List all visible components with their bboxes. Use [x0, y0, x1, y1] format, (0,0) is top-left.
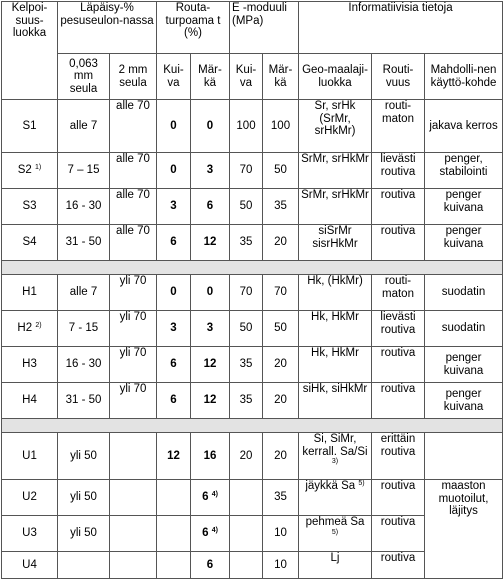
geo-class [299, 433, 372, 480]
use-target [425, 347, 503, 383]
frost-dry [157, 153, 191, 189]
cell-text: Sr, srHk (SrMr, srHkMr) [314, 100, 356, 137]
passing-2mm [110, 552, 157, 579]
cell-text: 0,063 mm seula [69, 57, 98, 95]
cell-text: yli 70 [119, 383, 147, 395]
frost-dry [157, 552, 191, 579]
frost-wet [191, 480, 230, 516]
cell-text: S2 [17, 164, 32, 177]
cell-text: yli 50 [70, 491, 97, 504]
cell-text: routi-maton [382, 275, 414, 300]
cell-text: S4 [22, 236, 37, 249]
cell-text: 70 [274, 286, 287, 299]
cell-text: Hk, HkMr [311, 311, 359, 323]
subheader-use [425, 54, 503, 100]
header-frost-heave [157, 2, 230, 54]
use-target [425, 189, 503, 225]
cell-text: 6 [170, 236, 177, 249]
frost-wet [191, 552, 230, 579]
passing-0063 [58, 275, 110, 311]
cell-text: maaston muotoilut, läjitys [438, 480, 489, 517]
e-dry [230, 347, 263, 383]
cell-text: 16 - 30 [65, 200, 102, 213]
cell-text: 35 [274, 200, 287, 213]
e-wet [263, 225, 299, 261]
footnote-marker: 1) [35, 164, 42, 172]
geo-class [299, 480, 372, 516]
header-passing [58, 2, 157, 54]
cell-text: 35 [239, 236, 253, 249]
class-cell [2, 516, 58, 552]
frost-wet [191, 153, 230, 189]
use-target [425, 275, 503, 311]
frostiness [372, 552, 425, 579]
class-cell [2, 189, 58, 225]
frost-wet [191, 433, 230, 480]
subheader-frost_dry [157, 54, 191, 100]
e-dry [230, 100, 263, 153]
cell-text: 50 [274, 164, 287, 177]
table-row [2, 153, 503, 189]
cell-text: U3 [22, 527, 37, 540]
geo-class [299, 189, 372, 225]
header-class [2, 2, 58, 100]
frostiness [372, 347, 425, 383]
cell-text: 20 [239, 449, 253, 462]
cell-text: yli 50 [70, 527, 97, 540]
passing-2mm [110, 100, 157, 153]
cell-text: 20 [274, 236, 287, 249]
table-row [2, 311, 503, 347]
frost-dry [157, 516, 191, 552]
frostiness [372, 480, 425, 516]
footnote-marker: 5) [358, 480, 365, 487]
e-dry [230, 480, 263, 516]
use-target [425, 433, 503, 480]
passing-2mm [110, 153, 157, 189]
cell-text: siHk, siHkMr [302, 383, 368, 395]
cell-text: 16 [203, 449, 217, 462]
separator-cell [2, 261, 503, 275]
cell-text: routiva [380, 552, 416, 564]
class-cell [2, 383, 58, 419]
e-wet [263, 189, 299, 225]
class-cell [2, 552, 58, 579]
cell-text: alle 7 [69, 286, 98, 299]
cell-text: 7 – 15 [67, 164, 100, 177]
cell-text: 31 - 50 [65, 236, 102, 249]
cell-text: lievästi routiva [380, 311, 416, 336]
footnote-marker: 4) [211, 527, 218, 535]
passing-2mm [110, 433, 157, 480]
frost-dry [157, 433, 191, 480]
frostiness [372, 311, 425, 347]
frostiness [372, 225, 425, 261]
subheader-geo [299, 54, 372, 100]
cell-text: U2 [22, 491, 37, 504]
class-cell [2, 100, 58, 153]
table-row [2, 347, 503, 383]
cell-text: penger kuivana [443, 352, 484, 377]
e-dry [230, 189, 263, 225]
cell-text: lievästi routiva [380, 153, 416, 178]
passing-2mm [110, 347, 157, 383]
table-row [2, 275, 503, 311]
geo-class [299, 225, 372, 261]
frost-wet [191, 189, 230, 225]
cell-text: yli 70 [119, 311, 147, 323]
geo-class [299, 347, 372, 383]
passing-2mm [110, 383, 157, 419]
e-wet [263, 311, 299, 347]
cell-text: 100 [236, 119, 256, 132]
cell-text: U4 [22, 558, 37, 571]
passing-0063 [58, 153, 110, 189]
passing-0063 [58, 552, 110, 579]
cell-text: 20 [274, 358, 287, 371]
cell-text: Mahdolli-nen käyttö-kohde [430, 64, 497, 89]
passing-0063 [58, 189, 110, 225]
cell-text: 6 [206, 558, 214, 571]
cell-text: 0 [170, 164, 177, 177]
cell-text: 6 [170, 358, 177, 371]
cell-text: Hk, (HkMr) [307, 275, 363, 287]
passing-0063 [58, 383, 110, 419]
cell-text: H3 [22, 358, 37, 371]
cell-text: SrMr, srHkMr [301, 189, 369, 201]
cell-text: penger, stabilointi [439, 153, 488, 178]
cell-text: alle 70 [116, 153, 150, 165]
cell-text: penger kuivana [443, 225, 484, 250]
cell-text: H4 [22, 394, 37, 407]
cell-text: siSrMr sisrHkMr [312, 225, 358, 250]
passing-0063 [58, 311, 110, 347]
e-wet [263, 480, 299, 516]
frost-wet [191, 516, 230, 552]
subheader-e_dry [230, 54, 263, 100]
passing-0063 [58, 480, 110, 516]
passing-2mm [110, 516, 157, 552]
cell-text: alle 70 [116, 225, 150, 237]
e-wet [263, 275, 299, 311]
class-cell [2, 275, 58, 311]
cell-text: yli 70 [119, 275, 147, 287]
cell-text: 10 [274, 558, 287, 571]
cell-text: E -moduuli (MPa) [232, 2, 287, 27]
cell-text: 35 [239, 358, 253, 371]
passing-0063 [58, 433, 110, 480]
cell-text: 10 [274, 527, 287, 540]
cell-text: penger kuivana [443, 189, 484, 214]
frost-dry [157, 311, 191, 347]
e-dry [230, 433, 263, 480]
cell-text: 0 [206, 286, 214, 299]
footnote-marker: 4) [211, 491, 218, 499]
table-row [2, 480, 503, 516]
use-target-u [425, 480, 503, 579]
frostiness [372, 189, 425, 225]
cell-text: 50 [239, 322, 253, 335]
cell-text: alle 70 [116, 100, 150, 112]
cell-text: 6 [202, 491, 209, 504]
header-informative [299, 2, 503, 54]
cell-text: Kui-va [163, 64, 184, 89]
cell-text: 12 [167, 449, 180, 462]
e-dry [230, 311, 263, 347]
frost-wet [191, 347, 230, 383]
cell-text: 6 [202, 527, 209, 540]
cell-text: 20 [274, 394, 287, 407]
cell-text: Läpäisy-% pesuseulon-nassa [60, 2, 154, 27]
cell-text: 6 [206, 200, 214, 213]
cell-text: routiva [380, 347, 416, 359]
e-wet [263, 433, 299, 480]
cell-text: yli 70 [119, 347, 147, 359]
table-row [2, 189, 503, 225]
class-cell [2, 347, 58, 383]
cell-text: routiva [380, 225, 416, 237]
frost-wet [191, 311, 230, 347]
subheader-e_wet [263, 54, 299, 100]
cell-text: 7 - 15 [68, 322, 99, 335]
cell-text: 3 [170, 322, 177, 335]
subheader-sieve2 [110, 54, 157, 100]
e-wet [263, 100, 299, 153]
use-target [425, 153, 503, 189]
cell-text: erittäin routiva [380, 433, 416, 458]
cell-text: Kui-va [235, 64, 257, 89]
cell-text: Hk, HkMr [311, 347, 359, 359]
group-separator [2, 419, 503, 433]
subheader-sieve1 [58, 54, 110, 100]
cell-text: 35 [239, 394, 253, 407]
subheader-frost_wet [191, 54, 230, 100]
use-target [425, 311, 503, 347]
table-row [2, 225, 503, 261]
geo-class [299, 552, 372, 579]
frost-dry [157, 480, 191, 516]
cell-text: 3 [206, 322, 214, 335]
separator-cell [2, 419, 503, 433]
cell-text: 0 [170, 119, 177, 132]
frost-wet [191, 275, 230, 311]
geo-class [299, 516, 372, 552]
header-e-modulus [230, 2, 299, 54]
cell-text: pehmeä Sa [305, 516, 365, 528]
frostiness [372, 433, 425, 480]
frostiness [372, 383, 425, 419]
cell-text: Kelpoi-suus-luokka [11, 2, 48, 39]
frost-dry [157, 347, 191, 383]
cell-text: Mär-kä [198, 64, 222, 89]
cell-text: routiva [380, 516, 416, 528]
cell-text: Informatiivisia tietoja [348, 2, 453, 14]
cell-text: routiva [380, 480, 416, 492]
passing-2mm [110, 275, 157, 311]
e-dry [230, 153, 263, 189]
frostiness [372, 100, 425, 153]
cell-text: H2 [17, 322, 33, 335]
cell-text: U1 [22, 449, 37, 462]
cell-text: 70 [239, 164, 253, 177]
frostiness [372, 516, 425, 552]
footnote-marker: 5) [331, 528, 339, 536]
cell-text: Mär-kä [268, 64, 293, 89]
cell-text: 70 [239, 286, 253, 299]
cell-text: routi-maton [382, 100, 414, 125]
cell-text: Lj [330, 552, 340, 564]
cell-text: suodatin [441, 286, 486, 299]
class-cell [2, 433, 58, 480]
passing-0063 [58, 100, 110, 153]
soil-classification-table [1, 1, 503, 579]
cell-text: SrMr, srHkMr [301, 153, 369, 165]
cell-text: yli 50 [70, 449, 97, 462]
e-dry [230, 225, 263, 261]
e-wet [263, 383, 299, 419]
frost-dry [157, 275, 191, 311]
cell-text: 50 [239, 200, 253, 213]
cell-text: routiva [380, 383, 416, 395]
use-target [425, 383, 503, 419]
cell-text: penger kuivana [443, 388, 484, 413]
frost-dry [157, 100, 191, 153]
frost-dry [157, 383, 191, 419]
cell-text: S1 [22, 119, 37, 132]
cell-text: jäykkä Sa [305, 480, 356, 492]
cell-text: 31 - 50 [65, 394, 102, 407]
cell-text: 20 [274, 449, 287, 462]
subheader-frostiness [372, 54, 425, 100]
e-wet [263, 516, 299, 552]
frost-dry [157, 225, 191, 261]
passing-2mm [110, 480, 157, 516]
cell-text: alle 70 [116, 189, 150, 201]
passing-2mm [110, 311, 157, 347]
cell-text: 3 [170, 200, 177, 213]
e-wet [263, 552, 299, 579]
table-row [2, 383, 503, 419]
cell-text: Routi-vuus [382, 64, 414, 89]
cell-text: suodatin [441, 322, 486, 335]
cell-text: 50 [274, 322, 287, 335]
use-target [425, 225, 503, 261]
class-cell [2, 225, 58, 261]
geo-class [299, 275, 372, 311]
cell-text: 0 [170, 286, 177, 299]
frost-wet [191, 100, 230, 153]
cell-text: 0 [206, 119, 214, 132]
cell-text: 12 [203, 236, 217, 249]
footnote-marker: 3) [331, 458, 339, 465]
cell-text: S3 [22, 200, 37, 213]
cell-text: jakava kerros [429, 119, 498, 132]
cell-text: 6 [170, 394, 177, 407]
geo-class [299, 153, 372, 189]
passing-0063 [58, 516, 110, 552]
e-dry [230, 516, 263, 552]
e-dry [230, 275, 263, 311]
class-cell [2, 153, 58, 189]
cell-text: 12 [203, 358, 217, 371]
e-dry [230, 552, 263, 579]
class-cell [2, 480, 58, 516]
passing-2mm [110, 225, 157, 261]
footnote-marker: 2) [35, 322, 42, 330]
cell-text: 12 [203, 394, 217, 407]
frost-wet [191, 383, 230, 419]
group-separator [2, 261, 503, 275]
cell-text: Geo-maalaji-luokka [302, 64, 368, 89]
cell-text: Routa-turpoama t (%) [165, 2, 221, 39]
cell-text: 2 mm seula [118, 64, 148, 89]
use-target [425, 100, 503, 153]
geo-class [299, 100, 372, 153]
class-cell [2, 311, 58, 347]
e-wet [263, 153, 299, 189]
passing-2mm [110, 189, 157, 225]
cell-text: 35 [274, 491, 287, 504]
table-row [2, 100, 503, 153]
passing-0063 [58, 225, 110, 261]
cell-text: 3 [206, 164, 214, 177]
geo-class [299, 383, 372, 419]
frost-wet [191, 225, 230, 261]
frost-dry [157, 189, 191, 225]
frostiness [372, 153, 425, 189]
frostiness [372, 275, 425, 311]
e-wet [263, 347, 299, 383]
passing-0063 [58, 347, 110, 383]
cell-text: Si, SiMr, kerrall. Sa/Si [302, 433, 368, 458]
geo-class [299, 311, 372, 347]
table-row [2, 433, 503, 480]
cell-text: 16 - 30 [65, 358, 102, 371]
cell-text: routiva [380, 189, 416, 201]
cell-text: 100 [270, 119, 291, 132]
e-dry [230, 383, 263, 419]
cell-text: alle 7 [69, 119, 98, 132]
cell-text: H1 [22, 286, 37, 299]
